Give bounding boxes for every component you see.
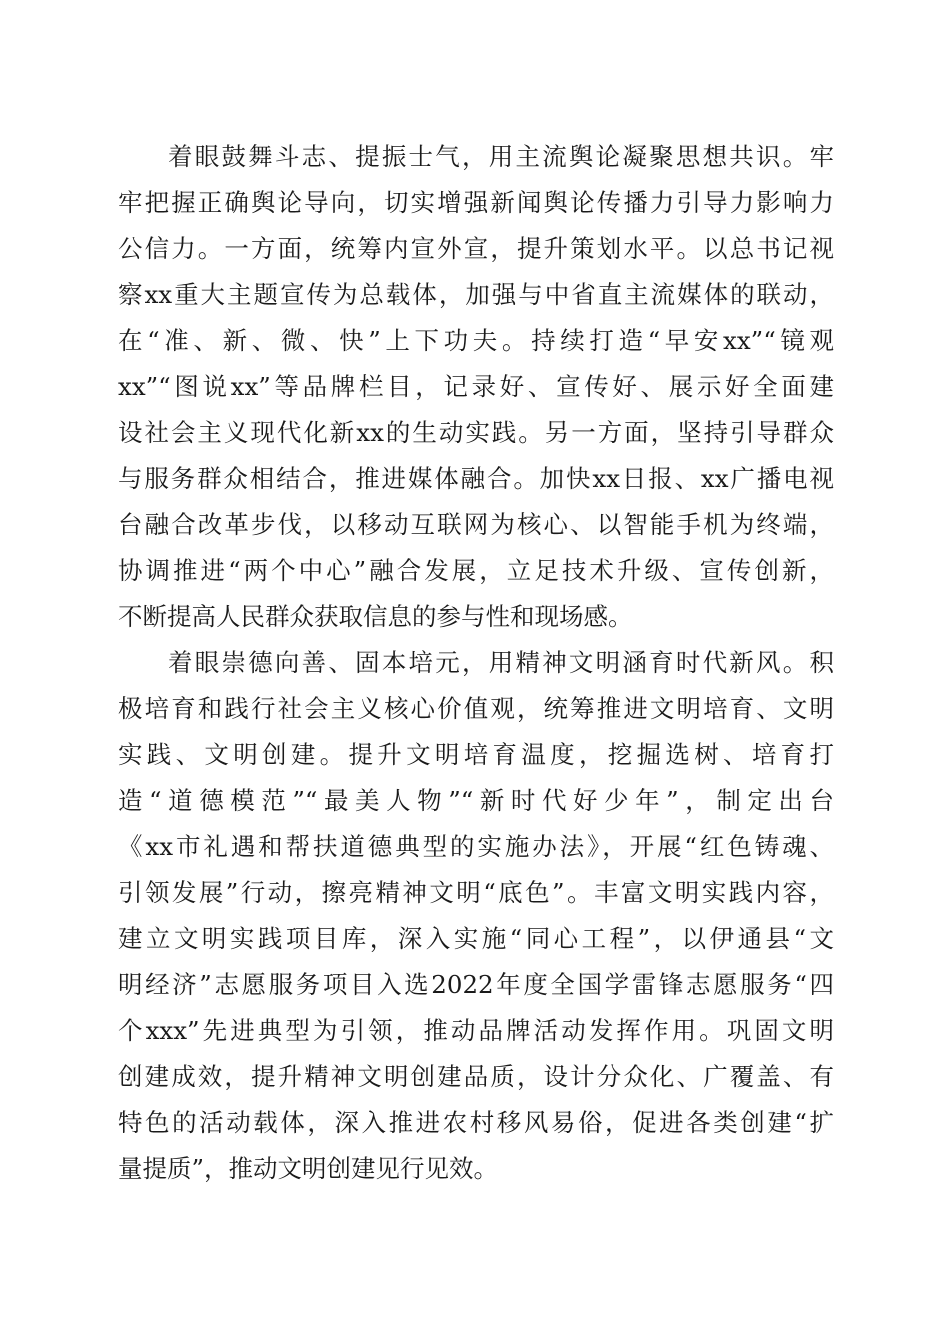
paragraph-line: 台融合改革步伐，以移动互联网为核心、以智能手机为终端， [118, 510, 834, 539]
paragraph-line: 特色的活动载体，深入推进农村移风易俗，促进各类创建“扩 [118, 1108, 834, 1137]
paragraph-line: 创建成效，提升精神文明创建品质，设计分众化、广覆盖、有 [118, 1062, 834, 1091]
document-body [118, 134, 834, 1192]
paragraph-line: 不断提高人民群众获取信息的参与性和现场感。 [118, 602, 633, 631]
paragraph-line: 建立文明实践项目库，深入实施“同心工程”，以伊通县“文 [118, 924, 834, 953]
paragraph-line: 实践、文明创建。提升文明培育温度，挖掘选树、培育打 [118, 740, 834, 769]
paragraph-line: 明经济”志愿服务项目入选2022年度全国学雷锋志愿服务“四 [118, 970, 834, 999]
paragraph-line: 在“准、新、微、快”上下功夫。持续打造“早安xx”“镜观 [118, 326, 834, 355]
paragraph-line: 牢把握正确舆论导向，切实增强新闻舆论传播力引导力影响力 [118, 188, 834, 217]
paragraph-line: 引领发展”行动，擦亮精神文明“底色”。丰富文明实践内容， [118, 878, 834, 907]
paragraph-spiritual-civilization [118, 640, 834, 1192]
paragraph-line: 公信力。一方面，统筹内宣外宣，提升策划水平。以总书记视 [118, 234, 834, 263]
paragraph-line: xx”“图说xx”等品牌栏目，记录好、宣传好、展示好全面建 [118, 372, 834, 401]
paragraph-line: 与服务群众相结合，推进媒体融合。加快xx日报、xx广播电视 [118, 464, 834, 493]
paragraph-line: 协调推进“两个中心”融合发展，立足技术升级、宣传创新， [118, 556, 834, 585]
paragraph-line: 着眼鼓舞斗志、提振士气，用主流舆论凝聚思想共识。牢 [168, 142, 834, 171]
paragraph-line: 量提质”，推动文明创建见行见效。 [118, 1154, 499, 1183]
paragraph-line: 着眼崇德向善、固本培元，用精神文明涵育时代新风。积 [168, 648, 834, 677]
paragraph-line: 设社会主义现代化新xx的生动实践。另一方面，坚持引导群众 [118, 418, 834, 447]
paragraph-line: 个xxx”先进典型为引领，推动品牌活动发挥作用。巩固文明 [118, 1016, 834, 1045]
paragraph-media-publicity [118, 134, 834, 640]
paragraph-line: 造“道德模范”“最美人物”“新时代好少年”，制定出台 [118, 786, 834, 815]
paragraph-line: 极培育和践行社会主义核心价值观，统筹推进文明培育、文明 [118, 694, 834, 723]
paragraph-line: 察xx重大主题宣传为总载体，加强与中省直主流媒体的联动， [118, 280, 834, 309]
paragraph-line: 《xx市礼遇和帮扶道德典型的实施办法》，开展“红色铸魂、 [118, 832, 834, 861]
